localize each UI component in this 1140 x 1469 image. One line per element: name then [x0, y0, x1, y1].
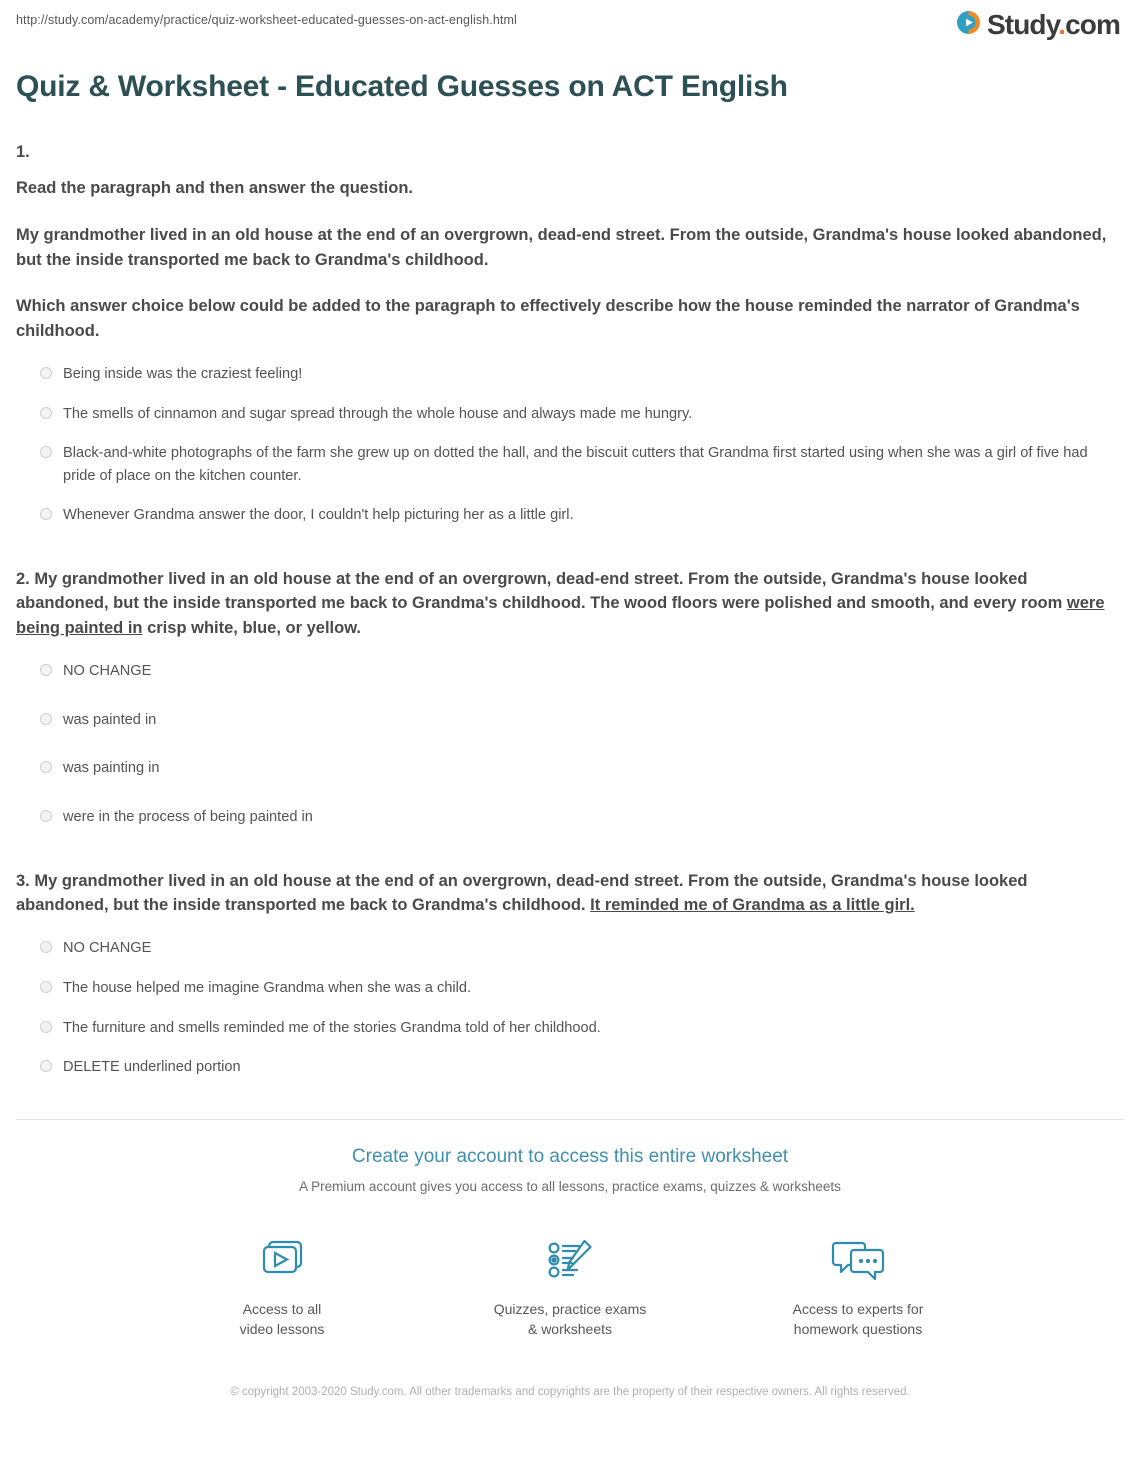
question-2: [16, 567, 1124, 829]
question-2-text-after: crisp white, blue, or yellow.: [142, 618, 362, 637]
worksheet-content: [0, 141, 1140, 1079]
option-row[interactable]: [16, 1056, 1124, 1079]
option-label: were in the process of being painted in: [63, 809, 313, 826]
feature-text: [494, 1299, 647, 1340]
feature-quizzes: [480, 1233, 660, 1340]
option-label: NO CHANGE: [63, 663, 152, 680]
question-3: [16, 869, 1124, 1079]
question-1-prompt: Read the paragraph and then answer the question.: [16, 179, 413, 198]
question-3-text-before: 3. My grandmother lived in an old house at the end of an overgrown, dead-end street. From the outside, Grandma's house looked abandoned, but the inside transported me back to Grandma's childhood.: [16, 871, 1028, 915]
feature-line-1: Access to all: [242, 1300, 322, 1317]
feature-text: [793, 1299, 924, 1340]
option-label: Black-and-white photographs of the farm she grew up on dotted the hall, and the biscuit cutters that Grandma first started using when she was a girl of five had pride of place on the kitchen counter.: [63, 445, 1088, 484]
option-label: Being inside was the craziest feeling!: [63, 365, 303, 382]
feature-experts: [768, 1233, 948, 1340]
radio-icon[interactable]: [40, 941, 52, 953]
option-row[interactable]: [16, 1017, 1124, 1040]
radio-icon[interactable]: [40, 508, 52, 520]
option-row[interactable]: [16, 504, 1124, 527]
question-3-text: [16, 869, 1124, 918]
question-1-passage: My grandmother lived in an old house at the end of an overgrown, dead-end street. From the outside, Grandma's house looked abandoned, but the inside transported me back to Grandma's childhood.: [16, 226, 1107, 269]
chat-experts-icon: [830, 1233, 886, 1289]
option-row[interactable]: [16, 442, 1124, 487]
question-1-ask: Which answer choice below could be added to the paragraph to effectively describe how the house reminded the narrator of Grandma's childhood.: [16, 297, 1080, 340]
option-row[interactable]: [16, 660, 1124, 683]
feature-line-2: homework questions: [793, 1320, 923, 1337]
option-row[interactable]: [16, 806, 1124, 829]
play-circle-icon: [955, 9, 982, 41]
question-2-options: [16, 660, 1124, 828]
option-label: Whenever Grandma answer the door, I couldn't help picturing her as a little girl.: [63, 507, 574, 524]
page-header: [0, 0, 1140, 48]
radio-icon[interactable]: [40, 367, 52, 379]
question-2-underlined: were being painted in: [16, 594, 1105, 637]
question-2-text-before: 2. My grandmother lived in an old house at the end of an overgrown, dead-end street. From the outside, Grandma's house looked abandoned, but the inside transported me back to Grandma's childhood. The wood floors were polished and smooth, and every room: [16, 570, 1067, 613]
promo-section: [0, 1120, 1140, 1339]
radio-icon[interactable]: [40, 446, 52, 458]
feature-line-2: video lessons: [239, 1320, 325, 1337]
feature-line-2: & worksheets: [527, 1320, 613, 1337]
option-label: The smells of cinnamon and sugar spread through the whole house and always made me hungry.: [63, 405, 693, 422]
radio-icon[interactable]: [40, 713, 52, 725]
option-label: The house helped me imagine Grandma when she was a child.: [63, 980, 472, 997]
study-com-logo[interactable]: [955, 9, 1120, 41]
feature-text: [240, 1299, 325, 1340]
option-label: NO CHANGE: [63, 940, 152, 957]
question-1-number: 1.: [16, 142, 30, 161]
option-row[interactable]: [16, 977, 1124, 1000]
logo-dot: .: [1058, 9, 1066, 40]
question-1: [16, 141, 1124, 528]
question-3-options: [16, 937, 1124, 1078]
option-label: was painting in: [63, 760, 160, 777]
video-lessons-icon: [255, 1233, 309, 1289]
option-label: The furniture and smells reminded me of the stories Grandma told of her childhood.: [63, 1019, 601, 1036]
feature-video-lessons: [192, 1233, 372, 1340]
promo-subtitle: A Premium account gives you access to all lessons, practice exams, quizzes & worksheets: [299, 1178, 841, 1194]
radio-icon[interactable]: [40, 810, 52, 822]
option-label: DELETE underlined portion: [63, 1059, 241, 1076]
radio-icon[interactable]: [40, 407, 52, 419]
option-row[interactable]: [16, 937, 1124, 960]
logo-wordmark: [987, 11, 1120, 39]
question-3-underlined: It reminded me of Grandma as a little girl.: [590, 896, 915, 915]
logo-name: Study: [987, 9, 1059, 40]
radio-icon[interactable]: [40, 1021, 52, 1033]
question-1-options: [16, 363, 1124, 527]
feature-line-1: Access to experts for: [792, 1300, 924, 1317]
radio-icon[interactable]: [40, 981, 52, 993]
option-row[interactable]: [16, 709, 1124, 732]
page-url: http://study.com/academy/practice/quiz-worksheet-educated-guesses-on-act-english.html: [16, 13, 517, 27]
quiz-worksheet-icon: [543, 1233, 597, 1289]
copyright-text: © copyright 2003-2020 Study.com. All other trademarks and copyrights are the property of their respective owners. All rights reserved.: [230, 1386, 910, 1399]
option-row[interactable]: [16, 363, 1124, 386]
radio-icon[interactable]: [40, 761, 52, 773]
promo-title[interactable]: Create your account to access this entire worksheet: [351, 1145, 789, 1167]
page-title: Quiz & Worksheet - Educated Guesses on ACT English: [16, 70, 788, 103]
promo-features: [0, 1233, 1140, 1340]
question-2-text: [16, 567, 1124, 640]
feature-line-1: Quizzes, practice exams: [493, 1300, 647, 1317]
option-row[interactable]: [16, 403, 1124, 426]
option-row[interactable]: [16, 757, 1124, 780]
radio-icon[interactable]: [40, 1060, 52, 1072]
option-label: was painted in: [63, 711, 157, 728]
radio-icon[interactable]: [40, 664, 52, 676]
logo-tld: com: [1065, 9, 1120, 40]
